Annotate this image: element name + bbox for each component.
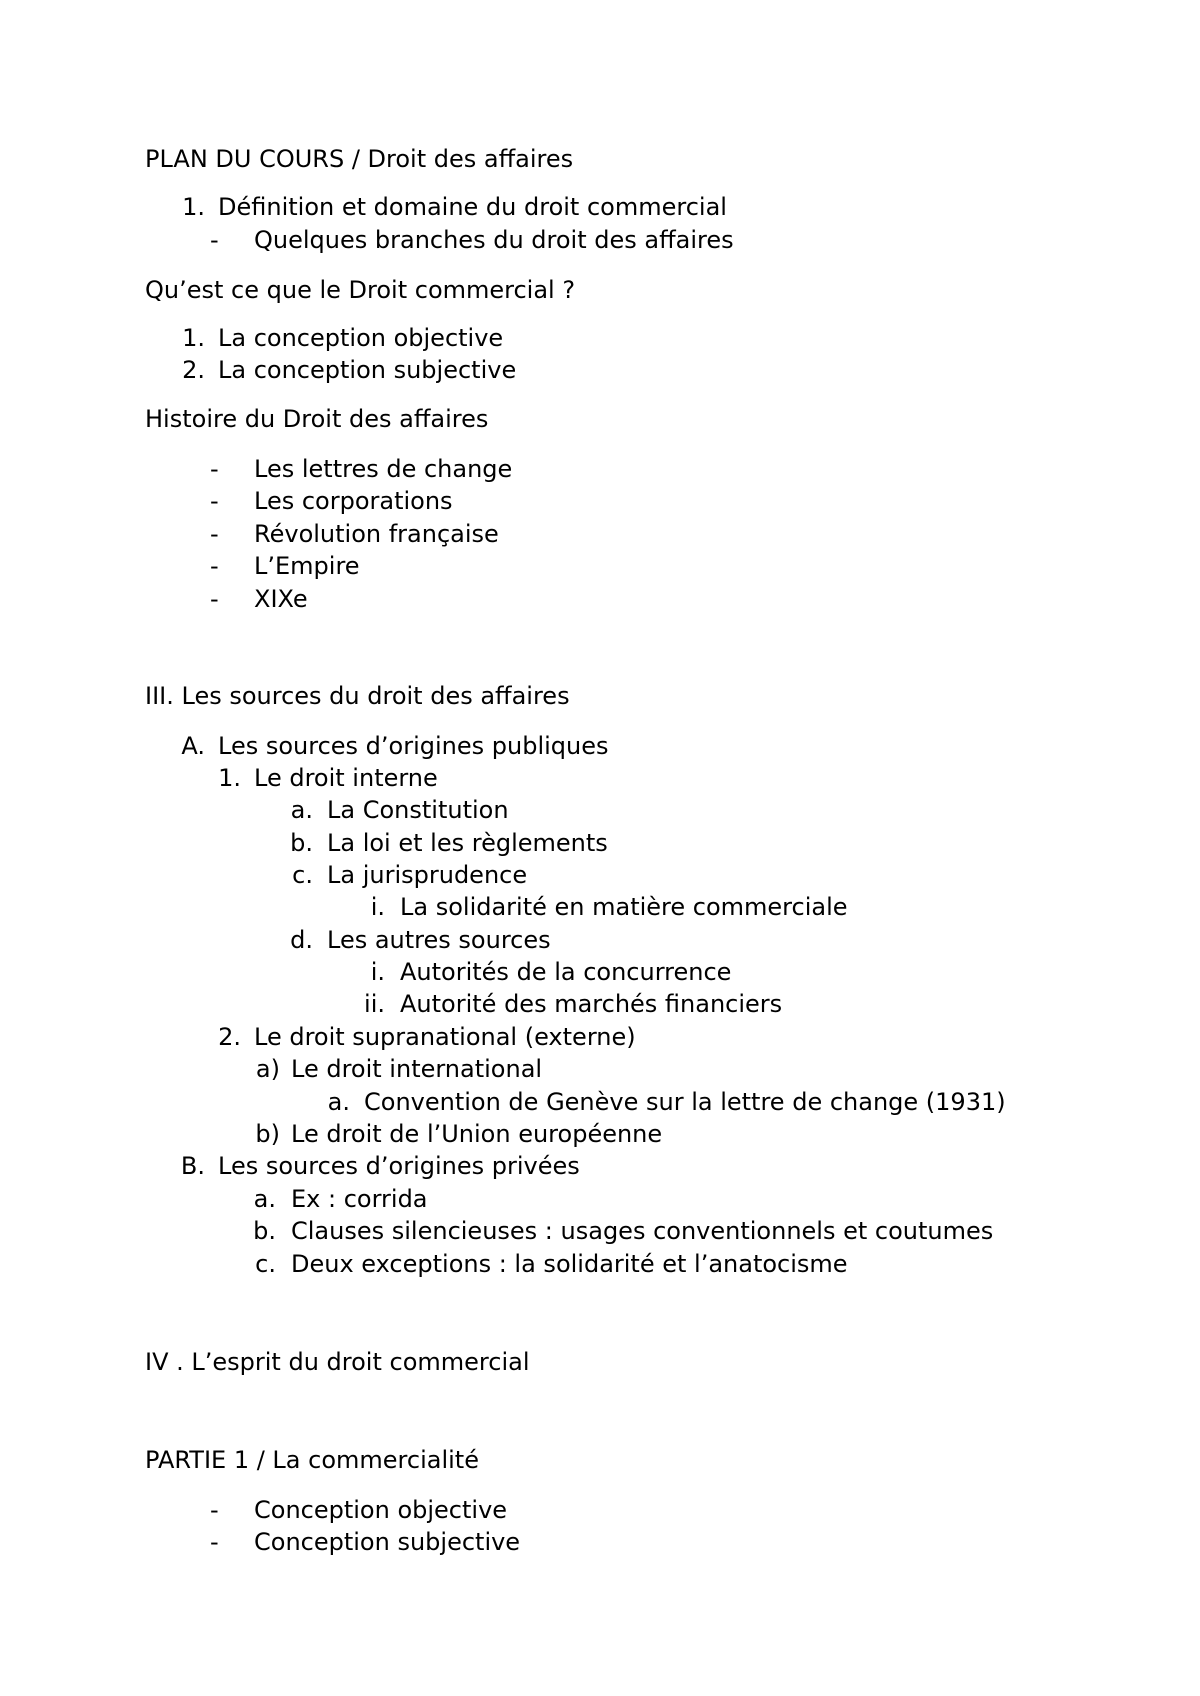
list-item-text: La Constitution	[327, 796, 509, 824]
list-item-text: XIXe	[254, 585, 308, 613]
list-item-text: Deux exceptions : la solidarité et l’anatocisme	[291, 1250, 848, 1278]
list-marker: 1.	[218, 764, 241, 792]
list-item-text: Les sources d’origines publiques	[218, 732, 609, 760]
title-text: PLAN DU COURS / Droit des affaires	[145, 145, 574, 173]
list-marker: a)	[255, 1055, 280, 1083]
list-item-text: Autorité des marchés financiers	[400, 990, 783, 1018]
list-item-text: La jurisprudence	[327, 861, 528, 889]
list-marker: B.	[180, 1152, 205, 1180]
list-item-text: Révolution française	[254, 520, 499, 548]
heading-text: PARTIE 1 / La commercialité	[145, 1446, 479, 1474]
list-marker: 2.	[218, 1023, 241, 1051]
list-item-text: Les corporations	[254, 487, 453, 515]
list-marker: b.	[290, 829, 313, 857]
list-item-text: La solidarité en matière commerciale	[400, 893, 848, 921]
list-marker: b.	[253, 1217, 276, 1245]
bullet-dash: -	[210, 487, 219, 515]
list-item-text: La conception subjective	[218, 356, 517, 384]
bullet-dash: -	[210, 585, 219, 613]
list-item-text: Conception objective	[254, 1496, 508, 1524]
bullet-dash: -	[210, 1496, 219, 1524]
list-marker: i.	[370, 893, 385, 921]
list-marker: 1.	[182, 193, 205, 221]
list-marker: A.	[181, 732, 205, 760]
list-item-text: Conception subjective	[254, 1528, 521, 1556]
list-item-text: Les sources d’origines privées	[218, 1152, 580, 1180]
list-marker: d.	[290, 926, 313, 954]
heading-text: Histoire du Droit des affaires	[145, 405, 489, 433]
list-marker: b)	[255, 1120, 280, 1148]
bullet-dash: -	[210, 226, 219, 254]
list-item-text: Définition et domaine du droit commercial	[218, 193, 727, 221]
list-item-text: Convention de Genève sur la lettre de change (1931)	[364, 1088, 1006, 1116]
heading-text: IV . L’esprit du droit commercial	[145, 1348, 530, 1376]
list-marker: a.	[253, 1185, 276, 1213]
list-item-text: Le droit interne	[254, 764, 438, 792]
list-item-text: Ex : corrida	[291, 1185, 428, 1213]
heading-text: III. Les sources du droit des affaires	[145, 682, 570, 710]
list-marker: ii.	[364, 990, 385, 1018]
list-marker: a.	[290, 796, 313, 824]
list-marker: a.	[327, 1088, 350, 1116]
list-item-text: Le droit supranational (externe)	[254, 1023, 636, 1051]
list-item-text: Clauses silencieuses : usages conventionnels et coutumes	[291, 1217, 994, 1245]
bullet-dash: -	[210, 455, 219, 483]
list-marker: i.	[370, 958, 385, 986]
bullet-dash: -	[210, 552, 219, 580]
list-item-text: Le droit de l’Union européenne	[291, 1120, 663, 1148]
list-marker: 2.	[182, 356, 205, 384]
list-item-text: Quelques branches du droit des affaires	[254, 226, 734, 254]
list-item-text: Autorités de la concurrence	[400, 958, 732, 986]
list-item-text: La loi et les règlements	[327, 829, 608, 857]
list-item-text: L’Empire	[254, 552, 360, 580]
heading-text: Qu’est ce que le Droit commercial ?	[145, 276, 576, 304]
list-item-text: La conception objective	[218, 324, 504, 352]
bullet-dash: -	[210, 1528, 219, 1556]
list-item-text: Les autres sources	[327, 926, 551, 954]
list-marker: c.	[255, 1250, 276, 1278]
list-item-text: Les lettres de change	[254, 455, 513, 483]
list-marker: 1.	[182, 324, 205, 352]
bullet-dash: -	[210, 520, 219, 548]
list-marker: c.	[292, 861, 313, 889]
list-item-text: Le droit international	[291, 1055, 543, 1083]
